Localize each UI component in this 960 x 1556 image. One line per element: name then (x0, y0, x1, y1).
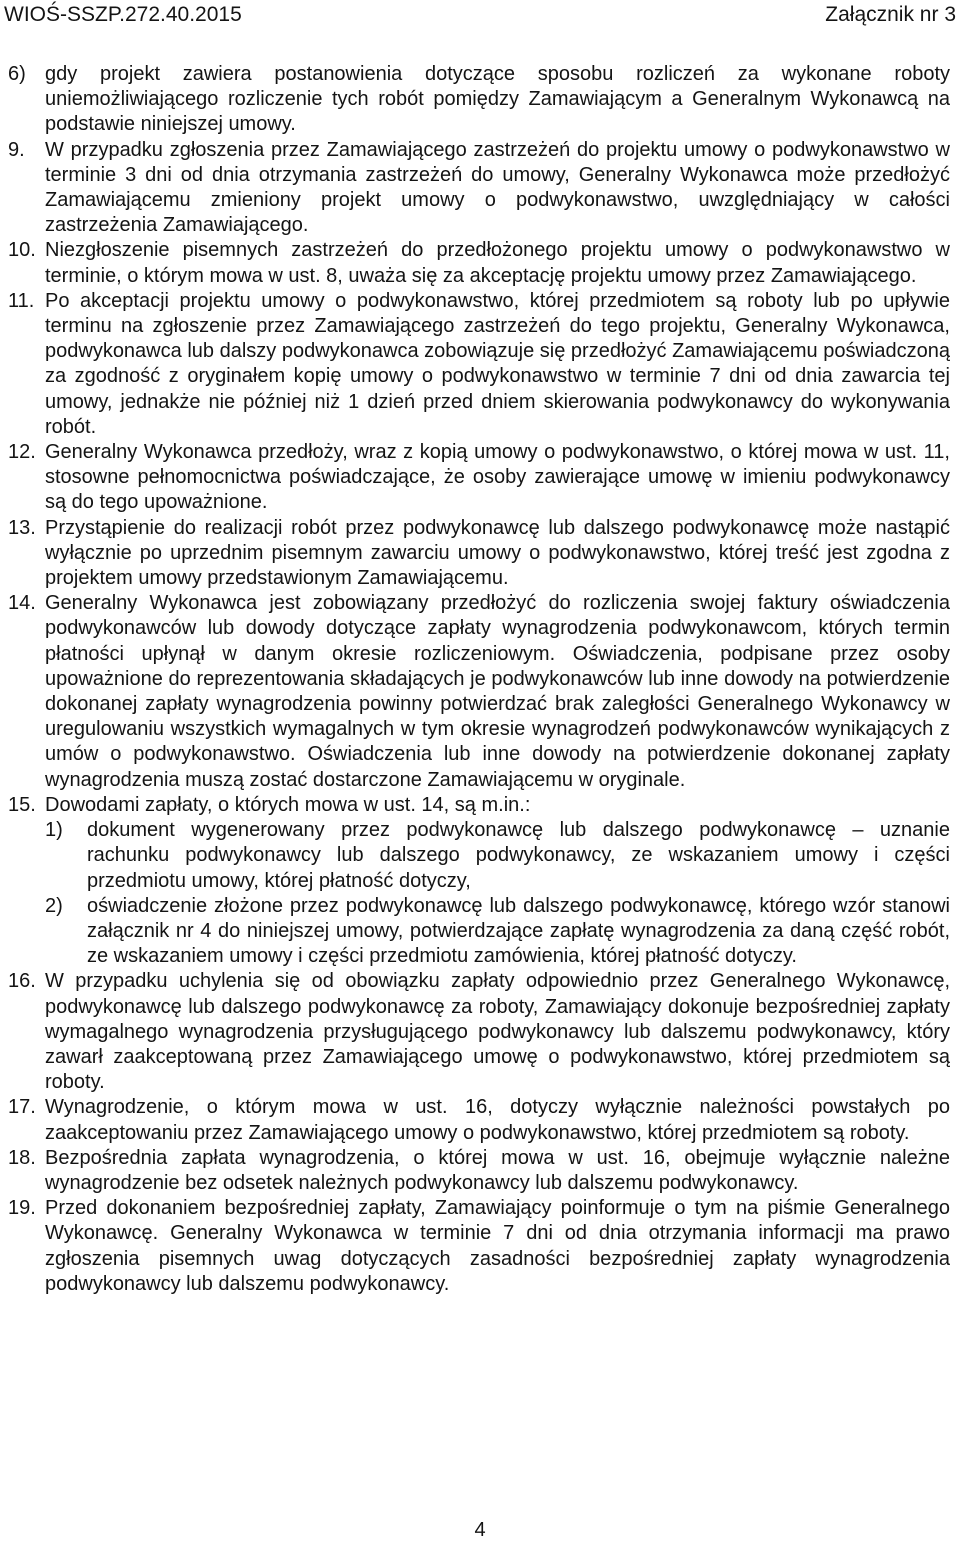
numbered-list (8, 138, 950, 1297)
item-text: Dowodami zapłaty, o których mowa w ust. 14, są m.in.: (45, 793, 531, 816)
sub-item-text: oświadczenie złożone przez podwykonawcę lub dalszego podwykonawcę, którego wzór stanowi załącznik nr 4 do niniejszej umowy, potwierdzające zapłatę wynagrodzenia za daną część robót, ze wskazaniem umowy i części przedmiotu zamówienia, której płatność dotyczy. (87, 894, 950, 968)
page-number: 4 (474, 1519, 486, 1541)
item-number: 6) (8, 63, 26, 85)
list-item (8, 440, 950, 516)
list-item (8, 238, 950, 288)
item-number: 17. (8, 1096, 36, 1119)
list-item (8, 138, 950, 239)
item-number: 15. (8, 793, 36, 816)
list-item (8, 969, 950, 1095)
item-number: 18. (8, 1146, 36, 1169)
item-number: 11. (8, 289, 35, 312)
document-body (8, 62, 950, 1297)
item-text: Po akceptacji projektu umowy o podwykonawstwo, której przedmiotem są roboty lub po upływie terminu na zgłoszenie przez Zamawiającego zastrzeżeń do tego projektu, Generalny Wykonawca, podwykonawca lub dalszy podwykonawca zobowiązuje się przedłożyć Zamawiającemu poświadczoną za zgodność z oryginałem kopię umowy o podwykonawstwo w terminie 7 dni od dnia zawarcia tej umowy, jednakże nie później niż 1 dzień przed dniem skierowania podwykonawcy do wykonywania robót. (45, 289, 950, 438)
list-item (8, 62, 950, 138)
item-text: Bezpośrednia zapłata wynagrodzenia, o której mowa w ust. 16, obejmuje wyłącznie należne wynagrodzenie bez odsetek należnych podwykonawcy lub dalszemu podwykonawcy. (45, 1146, 950, 1194)
item-text: Generalny Wykonawca jest zobowiązany przedłożyć do rozliczenia swojej faktury oświadczenia podwykonawców lub dowody dotyczące zapłaty wynagrodzenia podwykonawcom, których termin płatności upłynął w danym okresie rozliczeniowym. Oświadczenia, podpisane przez osoby upoważnione do reprezentowania składających je podwykonawców lub inne dowody na potwierdzenie dokonanej zapłaty wynagrodzenia powinny potwierdzać brak zaległości Generalnego Wykonawcy w uregulowaniu wszystkich wymagalnych w tym okresie wynagrodzeń podwykonawców wynikających z umów o podwykonawstwo. Oświadczenia lub inne dowody na potwierdzenie dokonanej zapłaty wynagrodzenia muszą zostać dostarczone Zamawiającemu w oryginale. (45, 592, 950, 791)
item-text: Przed dokonaniem bezpośredniej zapłaty, Zamawiający poinformuje o tym na piśmie Generalnego Wykonawcę. Generalny Wykonawca w terminie 7 dni od dnia otrzymania informacji ma prawo zgłoszenia pisemnych uwag dotyczących zasadności bezpośredniej zapłaty wynagrodzenia podwykonawcy lub dalszemu podwykonawcy. (45, 1197, 950, 1295)
item-text: Przystąpienie do realizacji robót przez podwykonawcę lub dalszego podwykonawcę może nastąpić wyłącznie po uprzednim pisemnym zawarciu umowy o podwykonawstwo, której treść jest zgodna z projektem umowy przedstawionym Zamawiającemu. (45, 516, 950, 590)
list-item (8, 591, 950, 793)
item-text: gdy projekt zawiera postanowienia dotyczące sposobu rozliczeń za wykonane roboty uniemożliwiającego rozliczenie tych robót pomiędzy Zamawiającym a Generalnym Wykonawcą na podstawie niniejszej umowy. (45, 63, 950, 136)
item-number: 14. (8, 592, 36, 615)
item-number: 13. (8, 516, 36, 539)
item-number: 16. (8, 970, 36, 993)
item-text: Generalny Wykonawca przedłoży, wraz z kopią umowy o podwykonawstwo, o której mowa w ust. 11, stosowne pełnomocnictwa poświadczające, że osoby zawierające umowę w imieniu podwykonawcy są do tego upoważnione. (45, 441, 950, 514)
sub-item-number: 1) (45, 819, 63, 842)
item-text: W przypadku zgłoszenia przez Zamawiającego zastrzeżeń do projektu umowy o podwykonawstwo w terminie 3 dni od dnia otrzymania zastrzeżeń do umowy, Generalny Wykonawca może przedłożyć Zamawiającemu zmieniony projekt umowy o podwykonawstwo, uwzględniający w całości zastrzeżenia Zamawiającego. (45, 138, 950, 237)
sub-item-text: dokument wygenerowany przez podwykonawcę lub dalszego podwykonawcę – uznanie rachunku podwykonawcy lub dalszego podwykonawcy, ze wskazaniem umowy i części przedmiotu umowy, której płatność dotyczy, (87, 819, 950, 892)
item-number: 19. (8, 1197, 36, 1220)
list-item (8, 1146, 950, 1196)
attachment-label: Załącznik nr 3 (825, 3, 956, 26)
item-text: Niezgłoszenie pisemnych zastrzeżeń do przedłożonego projektu umowy o podwykonawstwo w terminie, o którym mowa w ust. 8, uważa się za akceptację projektu umowy przez Zamawiającego. (45, 239, 950, 287)
item-text: W przypadku uchylenia się od obowiązku zapłaty odpowiednio przez Generalnego Wykonawcę, podwykonawcę lub dalszego podwykonawcę za roboty, Zamawiający dokonuje bezpośredniej zapłaty wymagalnego wynagrodzenia przysługującego podwykonawcy lub dalszemu podwykonawcy, który zawarł zaakceptowaną przez Zamawiającego umowę o podwykonawstwo, której przedmiotem są roboty. (45, 970, 950, 1094)
sub-item-number: 2) (45, 894, 63, 917)
list-item (8, 516, 950, 592)
item-number: 10. (8, 239, 36, 262)
list-item (8, 1095, 950, 1145)
item-number: 12. (8, 441, 36, 464)
sub-list-item (45, 818, 950, 894)
item-text: Wynagrodzenie, o którym mowa w ust. 16, dotyczy wyłącznie należności powstałych po zaakceptowaniu przez Zamawiającego umowy o podwykonawstwo, której przedmiotem są roboty. (45, 1096, 950, 1144)
list-item (8, 1196, 950, 1297)
item-number: 9. (8, 138, 25, 161)
list-item (8, 793, 950, 969)
list-item (8, 289, 950, 440)
sub-list-item (45, 894, 950, 970)
document-reference: WIOŚ-SSZP.272.40.2015 (4, 3, 242, 26)
